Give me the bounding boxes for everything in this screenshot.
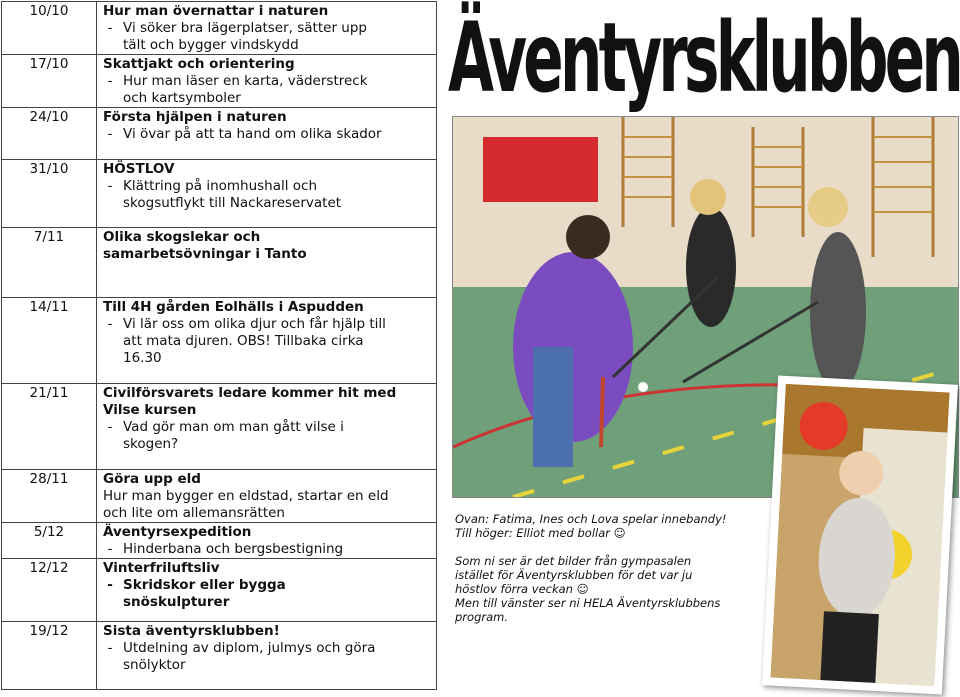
caption-line: Ovan: Fatima, Ines och Lova spelar innebandy!	[455, 512, 727, 526]
table-row	[2, 298, 437, 384]
activity-title: Olika skogslekar och	[103, 229, 261, 245]
activity-detail-cont: snöskulpturer	[123, 594, 230, 610]
date-cell: 5/12	[2, 523, 97, 559]
activity-detail: - Vi lär oss om olika djur och får hjälp till	[103, 316, 436, 333]
activity-detail: - Hur man läser en karta, väderstreck	[103, 73, 436, 90]
date-cell: 12/12	[2, 559, 97, 622]
table-row	[2, 55, 437, 108]
table-row	[2, 2, 437, 55]
activity-detail-cont: skogen?	[123, 436, 179, 452]
activity-detail: - Hinderbana och bergsbestigning	[103, 541, 436, 558]
caption-line: höstlov förra veckan ☺	[455, 582, 589, 596]
table-row	[2, 228, 437, 298]
table-row	[2, 559, 437, 622]
date-cell: 28/11	[2, 470, 97, 523]
date-cell: 24/10	[2, 108, 97, 160]
table-row	[2, 160, 437, 228]
activity-detail-cont: och kartsymboler	[123, 90, 241, 106]
caption-line: istället för Äventyrsklubben för det var ju	[455, 568, 693, 582]
activity-title: Göra upp eld	[103, 471, 201, 487]
page-title: Äventyrsklubben	[448, 2, 960, 114]
activity-detail: - Vad gör man om man gått vilse i	[103, 419, 436, 436]
activity-title: HÖSTLOV	[103, 161, 175, 177]
activity-title: Civilförsvarets ledare kommer hit med	[103, 385, 397, 401]
activity-title-cont: samarbetsövningar i Tanto	[103, 246, 307, 262]
activity-detail: - Vi övar på att ta hand om olika skador	[103, 126, 436, 143]
caption-line: Till höger: Elliot med bollar ☺	[455, 526, 626, 540]
activity-detail-cont: tält och bygger vindskydd	[123, 37, 299, 53]
activity-detail-cont: snölyktor	[123, 657, 186, 673]
activity-detail: - Utdelning av diplom, julmys och göra	[103, 640, 436, 657]
activity-detail-cont: 16.30	[123, 350, 162, 366]
date-cell: 10/10	[2, 2, 97, 55]
date-cell: 17/10	[2, 55, 97, 108]
activity-title: Skattjakt och orientering	[103, 56, 295, 72]
activity-detail-cont: och lite om allemansrätten	[103, 505, 285, 521]
schedule-table	[1, 1, 437, 690]
table-row	[2, 108, 437, 160]
date-cell: 19/12	[2, 622, 97, 690]
caption-line: Som ni ser är det bilder från gympasalen	[455, 554, 692, 568]
activity-title: Äventyrsexpedition	[103, 524, 252, 540]
activity-title-cont: Vilse kursen	[103, 402, 197, 418]
photo-caption	[455, 512, 760, 624]
activity-title: Hur man övernattar i naturen	[103, 3, 329, 19]
activity-title: Första hjälpen i naturen	[103, 109, 287, 125]
activity-title: Vinterfriluftsliv	[103, 560, 220, 576]
date-cell: 14/11	[2, 298, 97, 384]
table-row	[2, 622, 437, 690]
activity-detail-cont: att mata djuren. OBS! Tillbaka cirka	[123, 333, 364, 349]
caption-line: Men till vänster ser ni HELA Äventyrsklubbens	[455, 596, 721, 610]
activity-title: Till 4H gården Eolhälls i Aspudden	[103, 299, 364, 315]
table-row	[2, 470, 437, 523]
date-cell: 7/11	[2, 228, 97, 298]
activity-detail-cont: skogsutflykt till Nackareservatet	[123, 195, 342, 211]
date-cell: 21/11	[2, 384, 97, 470]
caption-line: program.	[455, 610, 508, 624]
activity-detail: - Vi söker bra lägerplatser, sätter upp	[103, 20, 436, 37]
activity-detail: - Klättring på inomhushall och	[103, 178, 436, 195]
activity-title: Sista äventyrsklubben!	[103, 623, 280, 639]
boy-with-balls-photo	[762, 376, 958, 695]
activity-detail: Hur man bygger en eldstad, startar en eld	[103, 488, 389, 504]
activity-detail: - Skridskor eller bygga	[103, 577, 436, 594]
table-row	[2, 523, 437, 559]
date-cell: 31/10	[2, 160, 97, 228]
table-row	[2, 384, 437, 470]
